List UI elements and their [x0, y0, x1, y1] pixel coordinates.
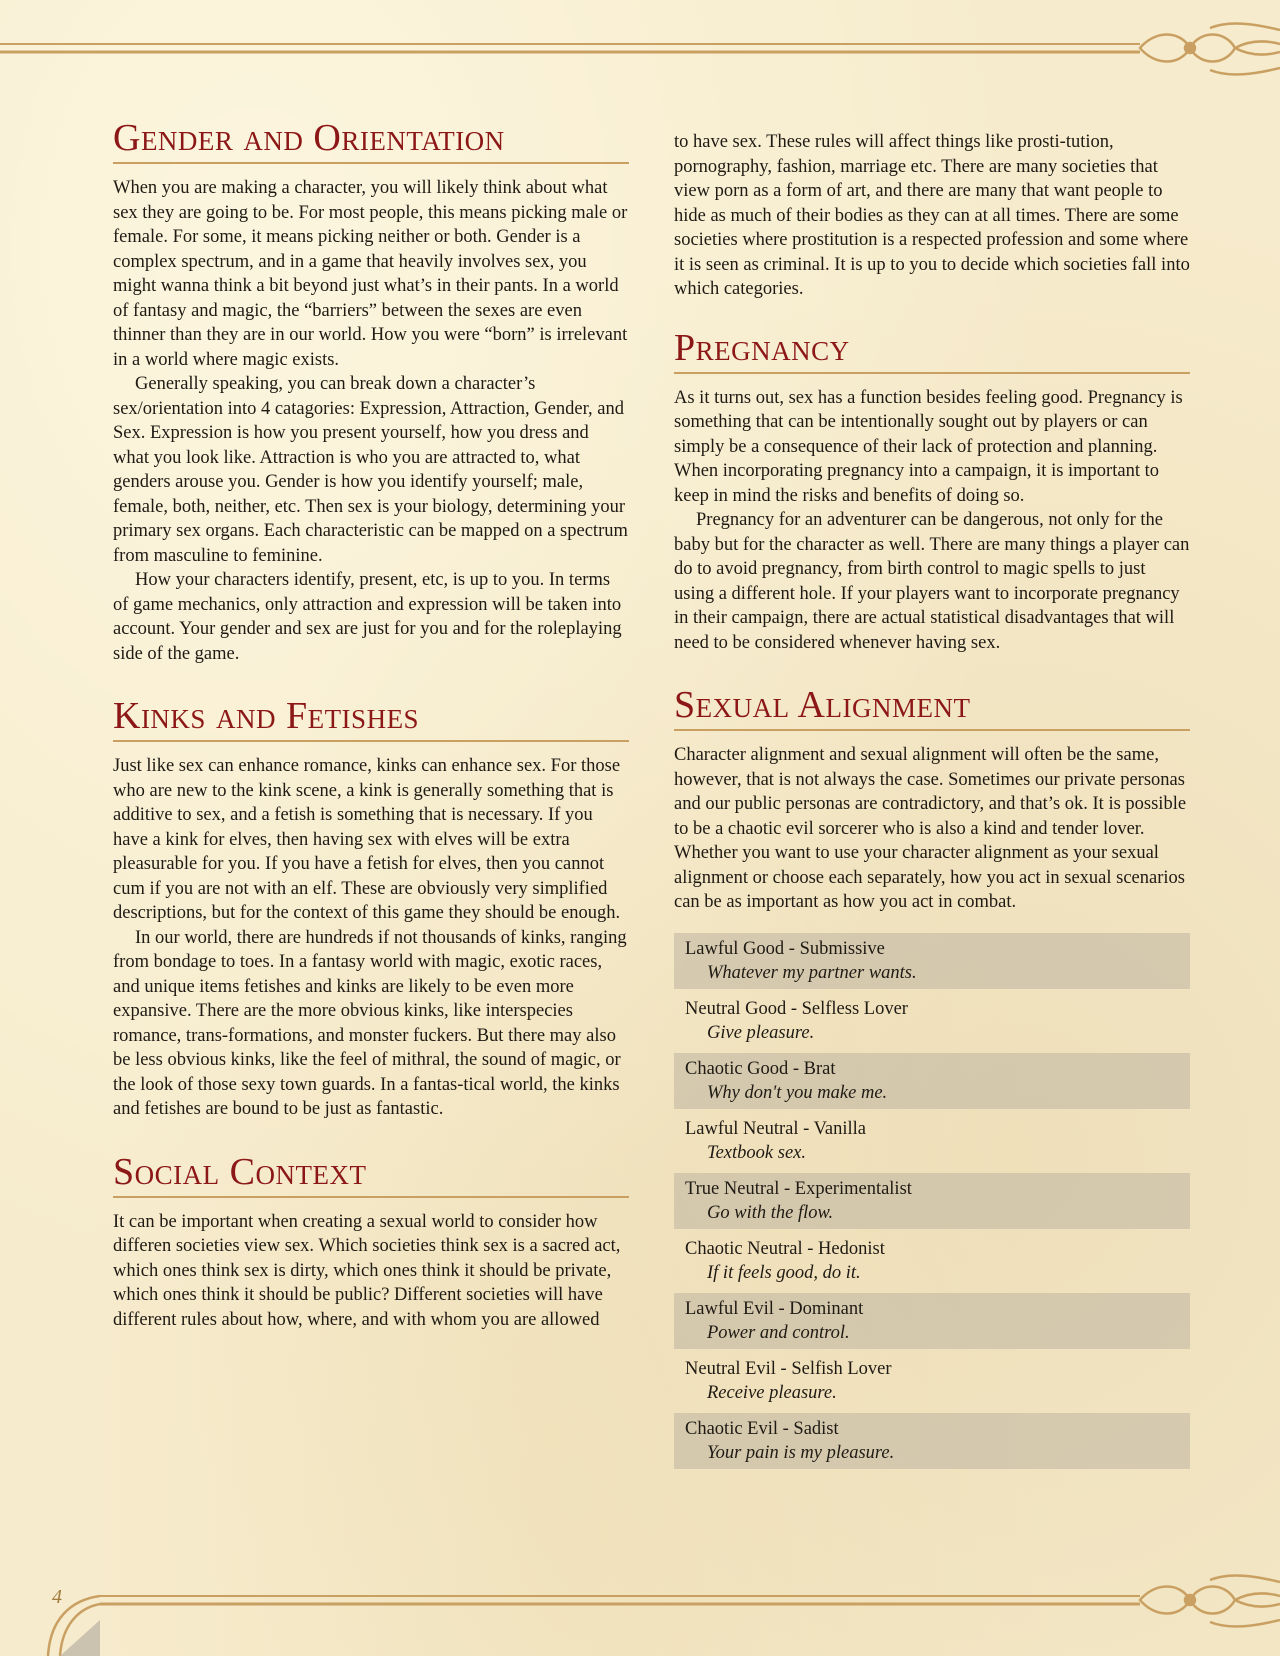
page-number: 4	[52, 1586, 62, 1608]
paragraph: How your characters identify, present, etc, is up to you. In terms of game mechanics, only attraction and expression will be taken into account. Your gender and sex are just for you and for the roleplaying side of the game.	[113, 570, 622, 664]
alignment-row	[674, 1413, 1190, 1469]
alignment-name: True Neutral - Experimentalist	[685, 1178, 912, 1199]
alignment-description: Whatever my partner wants.	[707, 962, 917, 983]
right-column	[674, 130, 1190, 1497]
alignment-row	[674, 1113, 1190, 1169]
alignment-name: Neutral Evil - Selfish Lover	[685, 1358, 892, 1379]
section-gender-orientation	[113, 116, 629, 666]
alignment-name: Lawful Good - Submissive	[685, 938, 885, 959]
alignment-description: Receive pleasure.	[707, 1382, 837, 1403]
alignment-description: Your pain is my pleasure.	[707, 1442, 895, 1463]
alignment-description: Power and control.	[707, 1322, 850, 1343]
bottom-scroll-ornament	[1140, 1576, 1280, 1627]
paragraph: As it turns out, sex has a function besides feeling good. Pregnancy is something that can be intentionally sought out by players or can simply be a consequence of their lack of protection and planning. When incorporating pregnancy into a campaign, it is important to keep in mind the risks and benefits of doing so.	[674, 387, 1183, 506]
alignment-row	[674, 1353, 1190, 1409]
section-kinks-fetishes	[113, 694, 629, 1122]
heading-pregnancy: Pregnancy	[674, 326, 1190, 374]
alignment-row	[674, 1233, 1190, 1289]
alignment-description: Why don't you make me.	[707, 1082, 888, 1103]
alignment-description: Give pleasure.	[707, 1022, 815, 1043]
paragraph: Just like sex can enhance romance, kinks can enhance sex. For those who are new to the kink scene, a kink is generally something that is additive to sex, and a fetish is something that is necessary. If you have a kink for elves, then having sex with elves will be extra pleasurable for you. If you have a fetish for elves, then you cannot cum if you are not with an elf. These are obviously very simplified descriptions, but for the context of this game they should be enough.	[113, 756, 621, 923]
alignment-row	[674, 1053, 1190, 1109]
alignment-description: Textbook sex.	[707, 1142, 806, 1163]
alignment-row	[674, 933, 1190, 989]
alignment-description: If it feels good, do it.	[707, 1262, 861, 1283]
alignment-row	[674, 1293, 1190, 1349]
alignment-name: Chaotic Neutral - Hedonist	[685, 1238, 885, 1259]
heading-kinks-fetishes: Kinks and Fetishes	[113, 694, 629, 742]
paragraph: Character alignment and sexual alignment will often be the same, however, that is not always the case. Sometimes our private personas and our public personas are contradictory, and that’s ok. It is possible to be a chaotic evil sorcerer who is also a kind and tender lover. Whether you want to use your character alignment as your sexual alignment or choose each separately, how you act in sexual scenarios can be as important as how you act in combat.	[674, 745, 1187, 912]
paragraph: Generally speaking, you can break down a character’s sex/orientation into 4 catagories: Expression, Attraction, Gender, and Sex. Expression is how you present yourself, how you dress and what you look like. Attraction is who you are attracted to, what genders arouse you. Gender is how you identify yourself; male, female, both, neither, etc. Then sex is your biology, determining your primary sex organs. Each characteristic can be mapped on a spectrum from masculine to feminine.	[113, 374, 628, 566]
alignment-name: Lawful Neutral - Vanilla	[685, 1118, 866, 1139]
section-sexual-alignment	[674, 683, 1190, 1469]
paragraph: It can be important when creating a sexual world to consider how differen societies view sex. Which societies think sex is a sacred act, which ones think sex is dirty, which ones think it should be private, which ones think it should be public? Different societies will have different rules about how, where, and with whom you are allowed	[113, 1211, 621, 1330]
left-column	[113, 116, 629, 1360]
alignment-table	[674, 933, 1190, 1469]
alignment-name: Chaotic Evil - Sadist	[685, 1418, 839, 1439]
paragraph: Pregnancy for an adventurer can be dangerous, not only for the baby but for the character as well. There are many things a player can do to avoid pregnancy, from birth control to magic spells to just using a different hole. If your players want to incorporate pregnancy in their campaign, there are actual statistical disadvantages that will need to be considered whenever having sex.	[674, 510, 1190, 653]
heading-gender-orientation: Gender and Orientation	[113, 116, 629, 164]
paragraph: In our world, there are hundreds if not thousands of kinks, ranging from bondage to toes. In a fantasy world with magic, exotic races, and unique items fetishes and kinks are likely to be even more expansive. There are the more obvious kinks, like interspecies romance, trans-formations, and monster fuckers. But there may also be less obvious kinks, like the feel of mithral, the sound of magic, or the look of those sexy town guards. In a fantas-tical world, the kinks and fetishes are bound to be just as fantastic.	[113, 927, 627, 1119]
heading-sexual-alignment: Sexual Alignment	[674, 683, 1190, 731]
alignment-name: Lawful Evil - Dominant	[685, 1298, 864, 1319]
paragraph: When you are making a character, you will likely think about what sex they are going to be. For most people, this means picking male or female. For some, it means picking neither or both. Gender is a complex spectrum, and in a game that heavily involves sex, you might wanna think a bit beyond just what’s in their pants. In a world of fantasy and magic, the “barriers” between the sexes are even thinner than they are in our world. How you were “born” is irrelevant in a world where magic exists.	[113, 178, 628, 370]
section-pregnancy	[674, 326, 1190, 656]
alignment-row	[674, 1173, 1190, 1229]
heading-social-context: Social Context	[113, 1150, 629, 1198]
alignment-description: Go with the flow.	[707, 1202, 834, 1223]
alignment-row	[674, 993, 1190, 1049]
top-scroll-ornament	[1140, 24, 1280, 75]
social-context-continued	[674, 130, 1190, 302]
paragraph: to have sex. These rules will affect things like prosti-tution, pornography, fashion, marriage etc. There are many societies that view porn as a form of art, and there are many that want people to hide as much of their bodies as they can at all times. There are some societies where prostitution is a respected profession and some where it is seen as criminal. It is up to you to decide which societies fall into which categories.	[674, 132, 1190, 299]
alignment-name: Chaotic Good - Brat	[685, 1058, 836, 1079]
section-social-context	[113, 1150, 629, 1333]
alignment-name: Neutral Good - Selfless Lover	[685, 998, 908, 1019]
